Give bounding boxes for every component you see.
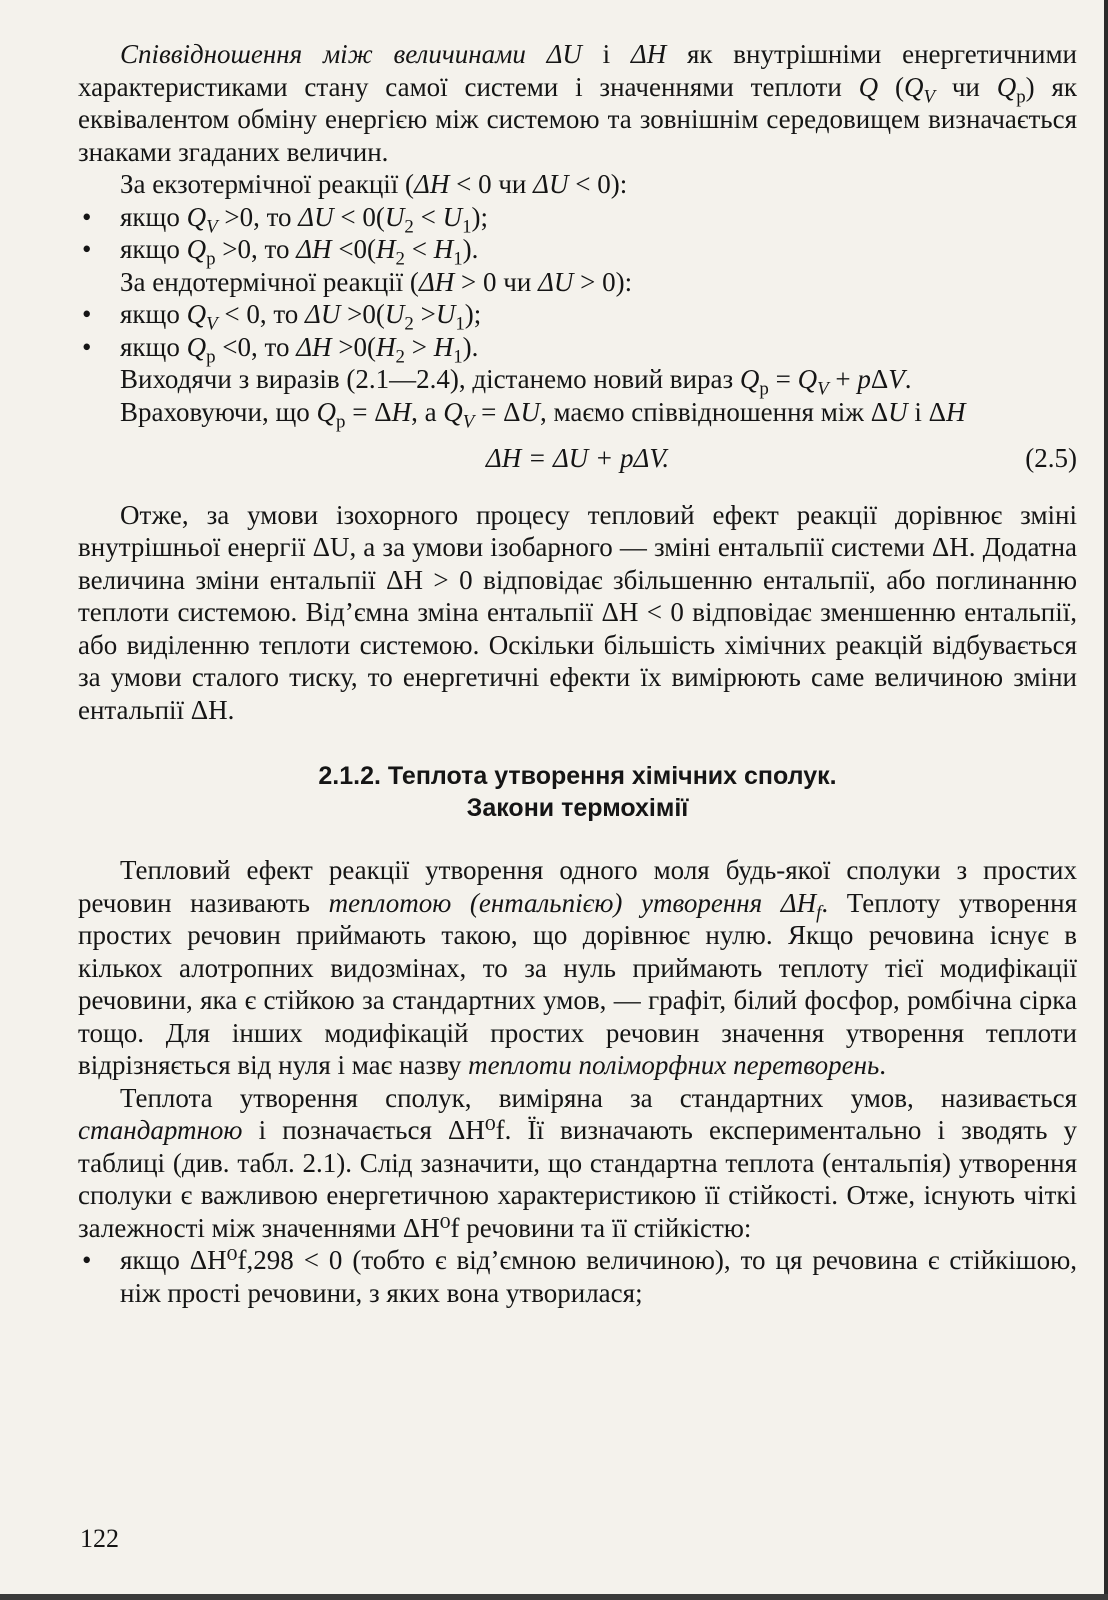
conclusion-paragraph: Отже, за умови ізохорного процесу тепловий ефект реакції дорівнює зміні внутрішньої енергії ΔU, а за умови ізобарного — зміні ентальпії системи ΔH. Додатна величина зміни ентальпії ΔH > 0 відповідає збільшенню ентальпії, або поглинанню теплоти системою. Від’ємна зміна ентальпії ΔH < 0 відповідає зменшенню ентальпії, або виділенню теплоти системою. Оскільки більшість хімічних реакцій відбувається за умови сталого тиску, то енергетичні ефекти їх вимірюють саме величиною зміни ентальпії ΔH. [78,499,1077,725]
scan-edge-bottom [0,1594,1108,1600]
final-bullet: • якщо ΔH⁰f,298 < 0 (тобто є від’ємною величиною), то ця речовина є стійкішою, ніж прості речовини, з яких вона утворилася; [82,1245,1077,1308]
standard-paragraph [78,1082,1077,1245]
section-heading [78,760,1077,824]
exo-line: За екзотермічної реакції (ΔH < 0 чи ΔU < 0): [120,169,628,199]
formation-term: теплотою (ентальпією) утворення [328,887,763,918]
intro-text: ΔU і ΔH як внутрішніми енергетичними характеристиками стану самої системи і значеннями теплоти Q ($Q_V$ чи $Q_p$) як еквівалентом обміну енергією між системою та зовнішнім середовищем визначається знаками згаданих величин. [78,39,1078,167]
equation-number: (2.5) [1025,443,1077,473]
page-body [78,38,1077,1309]
formation-text-1: Тепловий ефект реакції утворення одного моля будь-якої сполуки з простих речовин називають [78,855,1077,918]
intro-lead: Співвідношення між величинами [120,39,526,69]
intro-paragraph [78,38,1077,168]
exo-bullet-1: • якщо $Q_V >0$, то $\Delta U < 0(U_2 < U_1)$; [82,201,489,237]
equation-formula: ΔH = ΔU + pΔV. [485,443,670,473]
exo-bullet-2: • якщо $Q_p >0$, то $\Delta H <0(H_2 < H_1)$. [82,234,479,270]
derive-line-2: Враховуючи, що $Q_p = \Delta H$, а $Q_V = \Delta U$, маємо співвідношення між ΔU і ΔH [120,396,966,432]
standard-text-1: Теплота утворення сполук, виміряна за стандартних умов, називається [120,1082,1077,1113]
formation-text-2: . Теплоту утворення простих речовин приймають такою, що дорівнює нулю. Якщо речовина існує в кількох алотропних видозмінах, то за нуль приймають теплоту тієї модифікації речовини, яка є стійкою за стандартних умов, — графіт, білий фосфор, ромбічна сірка тощо. Для інших модифікацій простих речовин значення утворення теплоти відрізняється від нуля і має назву [78,887,1077,1080]
formation-end: . [879,1050,887,1080]
endo-bullet-1: • якщо $Q_V < 0$, то $\Delta U >0(U_2 >U_1)$; [82,299,482,335]
derive-line-1: Виходячи з виразів (2.1—2.4), дістанемо новий вираз $Q_p = Q_V + p\Delta V$. [120,364,912,400]
formation-term-2: теплоти поліморфних перетворень [468,1050,880,1080]
standard-text-2: і позначається ΔH⁰f. Її визначають експериментально і зводять у таблиці (див. табл. 2.1). Слід зазначити, що стандартна теплота (ентальпія) утворення сполуки є важливою енергетичною характеристикою її стійкості. Отже, існують чіткі залежності між значеннями ΔH⁰f речовини та її стійкістю: [78,1115,1078,1243]
page-number: 122 [80,1524,119,1553]
endo-bullet-2: • якщо $Q_p <0$, то $\Delta H >0(H_2 > H_1)$. [82,331,479,367]
formation-paragraph [78,854,1077,1082]
endo-line: За ендотермічної реакції (ΔH > 0 чи ΔU > 0): [120,266,633,297]
equation-2-5 [78,442,1077,475]
formation-symbol: $\Delta H_f$ [780,887,822,923]
section-heading-line2: Закони термохімії [466,794,689,822]
scan-edge-right [1104,0,1108,1600]
section-heading-line1: 2.1.2. Теплота утворення хімічних сполук. [318,762,837,790]
standard-term: стандартною [78,1115,243,1145]
final-bullet-text: якщо ΔH⁰f,298 < 0 (тобто є від’ємною величиною), то ця речовина є стійкішою, ніж прості речовини, з яких вона утворилася; [120,1245,1077,1308]
